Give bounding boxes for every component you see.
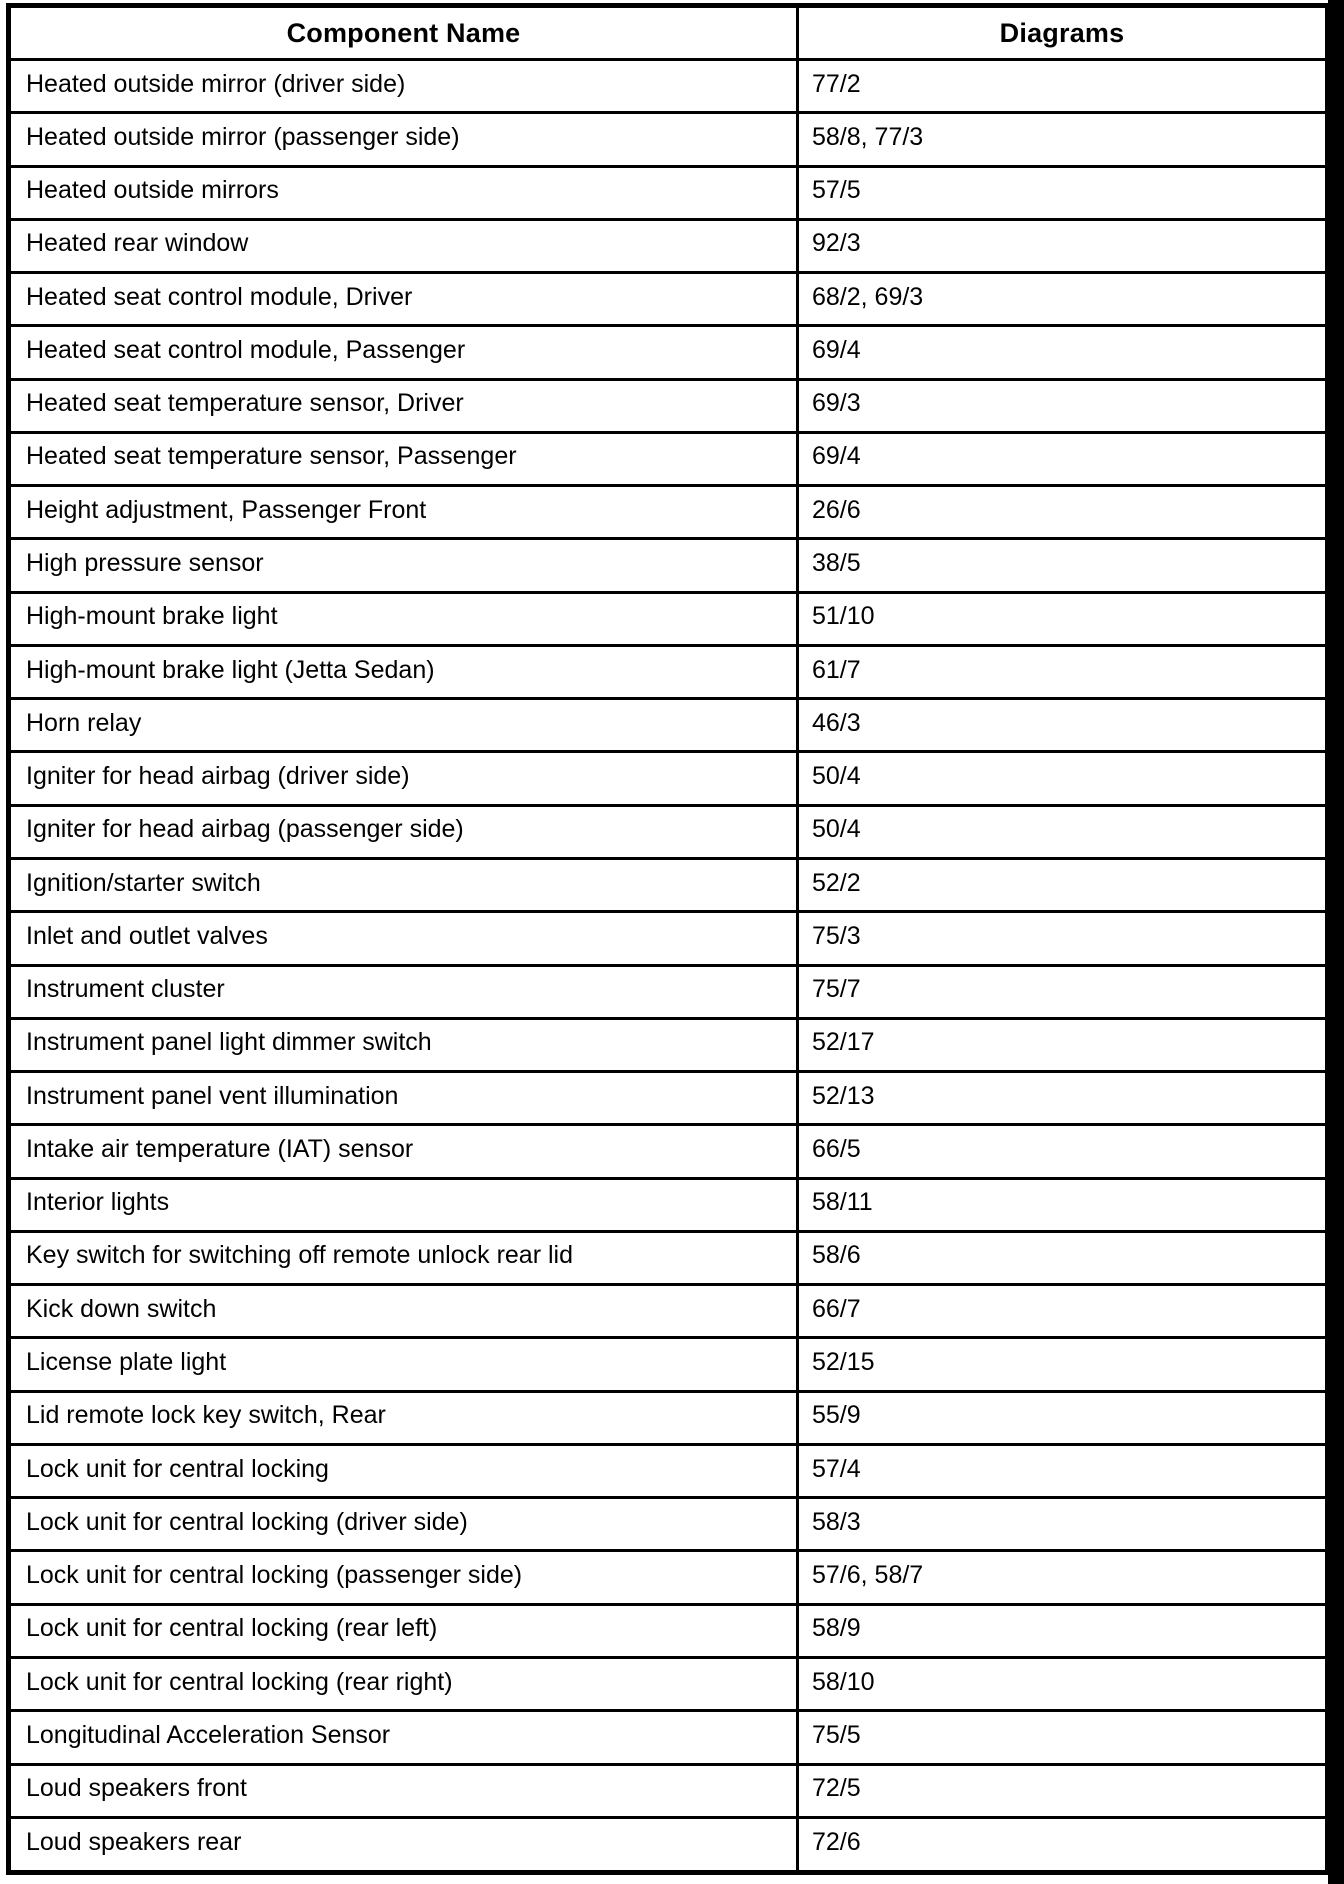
diagram-ref-cell: 52/13 (798, 1072, 1328, 1125)
diagram-ref-cell: 46/3 (798, 699, 1328, 752)
table-row (9, 1125, 1328, 1178)
diagram-ref-cell: 66/5 (798, 1125, 1328, 1178)
diagram-ref-cell: 38/5 (798, 539, 1328, 592)
table-row (9, 1604, 1328, 1657)
table-row (9, 1764, 1328, 1817)
component-diagram-index-table (6, 3, 1330, 1875)
component-name-cell: Horn relay (9, 699, 798, 752)
table-row (9, 1551, 1328, 1604)
component-name-cell: Heated outside mirrors (9, 166, 798, 219)
component-name-cell: Heated seat control module, Driver (9, 273, 798, 326)
component-name-cell: High-mount brake light (Jetta Sedan) (9, 645, 798, 698)
component-name-cell: Interior lights (9, 1178, 798, 1231)
component-name-cell: Lock unit for central locking (driver side) (9, 1498, 798, 1551)
table-body (9, 60, 1328, 1873)
component-name-cell: High-mount brake light (9, 592, 798, 645)
component-name-cell: Igniter for head airbag (passenger side) (9, 805, 798, 858)
diagram-ref-cell: 55/9 (798, 1391, 1328, 1444)
table-header (9, 6, 1328, 60)
component-name-cell: Key switch for switching off remote unlock rear lid (9, 1231, 798, 1284)
component-name-cell: Lock unit for central locking (rear right) (9, 1657, 798, 1710)
component-name-cell: Igniter for head airbag (driver side) (9, 752, 798, 805)
diagram-ref-cell: 57/4 (798, 1444, 1328, 1497)
component-name-cell: Instrument panel light dimmer switch (9, 1018, 798, 1071)
component-name-cell: Longitudinal Acceleration Sensor (9, 1711, 798, 1764)
table-row (9, 1817, 1328, 1872)
table-row (9, 1338, 1328, 1391)
component-name-cell: Heated outside mirror (passenger side) (9, 113, 798, 166)
table-row (9, 1444, 1328, 1497)
diagram-ref-cell: 75/3 (798, 912, 1328, 965)
table-row (9, 486, 1328, 539)
diagram-ref-cell: 69/4 (798, 432, 1328, 485)
table-row (9, 1711, 1328, 1764)
diagram-ref-cell: 58/9 (798, 1604, 1328, 1657)
diagram-ref-cell: 58/10 (798, 1657, 1328, 1710)
diagram-ref-cell: 58/6 (798, 1231, 1328, 1284)
diagram-ref-cell: 77/2 (798, 60, 1328, 113)
table-row (9, 1285, 1328, 1338)
component-name-cell: Lock unit for central locking (passenger side) (9, 1551, 798, 1604)
component-name-cell: Lock unit for central locking (rear left) (9, 1604, 798, 1657)
component-name-cell: High pressure sensor (9, 539, 798, 592)
table-row (9, 432, 1328, 485)
diagram-ref-cell: 75/7 (798, 965, 1328, 1018)
table-header-row (9, 6, 1328, 60)
table-row (9, 379, 1328, 432)
column-header-component-name: Component Name (9, 6, 798, 60)
diagram-ref-cell: 69/4 (798, 326, 1328, 379)
table-row (9, 539, 1328, 592)
table-row (9, 1178, 1328, 1231)
scan-edge-band (1328, 0, 1344, 1884)
component-name-cell: Heated outside mirror (driver side) (9, 60, 798, 113)
component-name-cell: Inlet and outlet valves (9, 912, 798, 965)
diagram-ref-cell: 52/2 (798, 858, 1328, 911)
table-row (9, 273, 1328, 326)
diagram-ref-cell: 26/6 (798, 486, 1328, 539)
table-row (9, 805, 1328, 858)
table-row (9, 912, 1328, 965)
diagram-ref-cell: 66/7 (798, 1285, 1328, 1338)
diagram-ref-cell: 72/6 (798, 1817, 1328, 1872)
component-name-cell: Instrument cluster (9, 965, 798, 1018)
diagram-ref-cell: 58/8, 77/3 (798, 113, 1328, 166)
component-name-cell: Lid remote lock key switch, Rear (9, 1391, 798, 1444)
table-row (9, 645, 1328, 698)
diagram-ref-cell: 58/3 (798, 1498, 1328, 1551)
table-row (9, 858, 1328, 911)
component-name-cell: Heated seat temperature sensor, Driver (9, 379, 798, 432)
diagram-ref-cell: 57/6, 58/7 (798, 1551, 1328, 1604)
table-row (9, 1498, 1328, 1551)
table-row (9, 60, 1328, 113)
diagram-ref-cell: 57/5 (798, 166, 1328, 219)
table-row (9, 592, 1328, 645)
table-row (9, 1657, 1328, 1710)
diagram-ref-cell: 92/3 (798, 219, 1328, 272)
component-name-cell: License plate light (9, 1338, 798, 1391)
diagram-ref-cell: 58/11 (798, 1178, 1328, 1231)
table-row (9, 1072, 1328, 1125)
diagram-ref-cell: 52/17 (798, 1018, 1328, 1071)
table-row (9, 752, 1328, 805)
component-name-cell: Heated seat control module, Passenger (9, 326, 798, 379)
table-row (9, 699, 1328, 752)
table-row (9, 166, 1328, 219)
table-row (9, 326, 1328, 379)
table-row (9, 1391, 1328, 1444)
component-name-cell: Kick down switch (9, 1285, 798, 1338)
diagram-ref-cell: 68/2, 69/3 (798, 273, 1328, 326)
diagram-ref-cell: 50/4 (798, 752, 1328, 805)
component-name-cell: Loud speakers rear (9, 1817, 798, 1872)
component-name-cell: Lock unit for central locking (9, 1444, 798, 1497)
diagram-ref-cell: 50/4 (798, 805, 1328, 858)
diagram-ref-cell: 61/7 (798, 645, 1328, 698)
diagram-ref-cell: 51/10 (798, 592, 1328, 645)
component-name-cell: Ignition/starter switch (9, 858, 798, 911)
column-header-diagrams: Diagrams (798, 6, 1328, 60)
component-name-cell: Heated rear window (9, 219, 798, 272)
table-row (9, 113, 1328, 166)
component-name-cell: Heated seat temperature sensor, Passenger (9, 432, 798, 485)
table-row (9, 1231, 1328, 1284)
component-name-cell: Instrument panel vent illumination (9, 1072, 798, 1125)
table-row (9, 219, 1328, 272)
component-name-cell: Height adjustment, Passenger Front (9, 486, 798, 539)
diagram-ref-cell: 72/5 (798, 1764, 1328, 1817)
table-row (9, 1018, 1328, 1071)
component-name-cell: Loud speakers front (9, 1764, 798, 1817)
diagram-ref-cell: 75/5 (798, 1711, 1328, 1764)
table-row (9, 965, 1328, 1018)
diagram-ref-cell: 69/3 (798, 379, 1328, 432)
component-name-cell: Intake air temperature (IAT) sensor (9, 1125, 798, 1178)
diagram-ref-cell: 52/15 (798, 1338, 1328, 1391)
